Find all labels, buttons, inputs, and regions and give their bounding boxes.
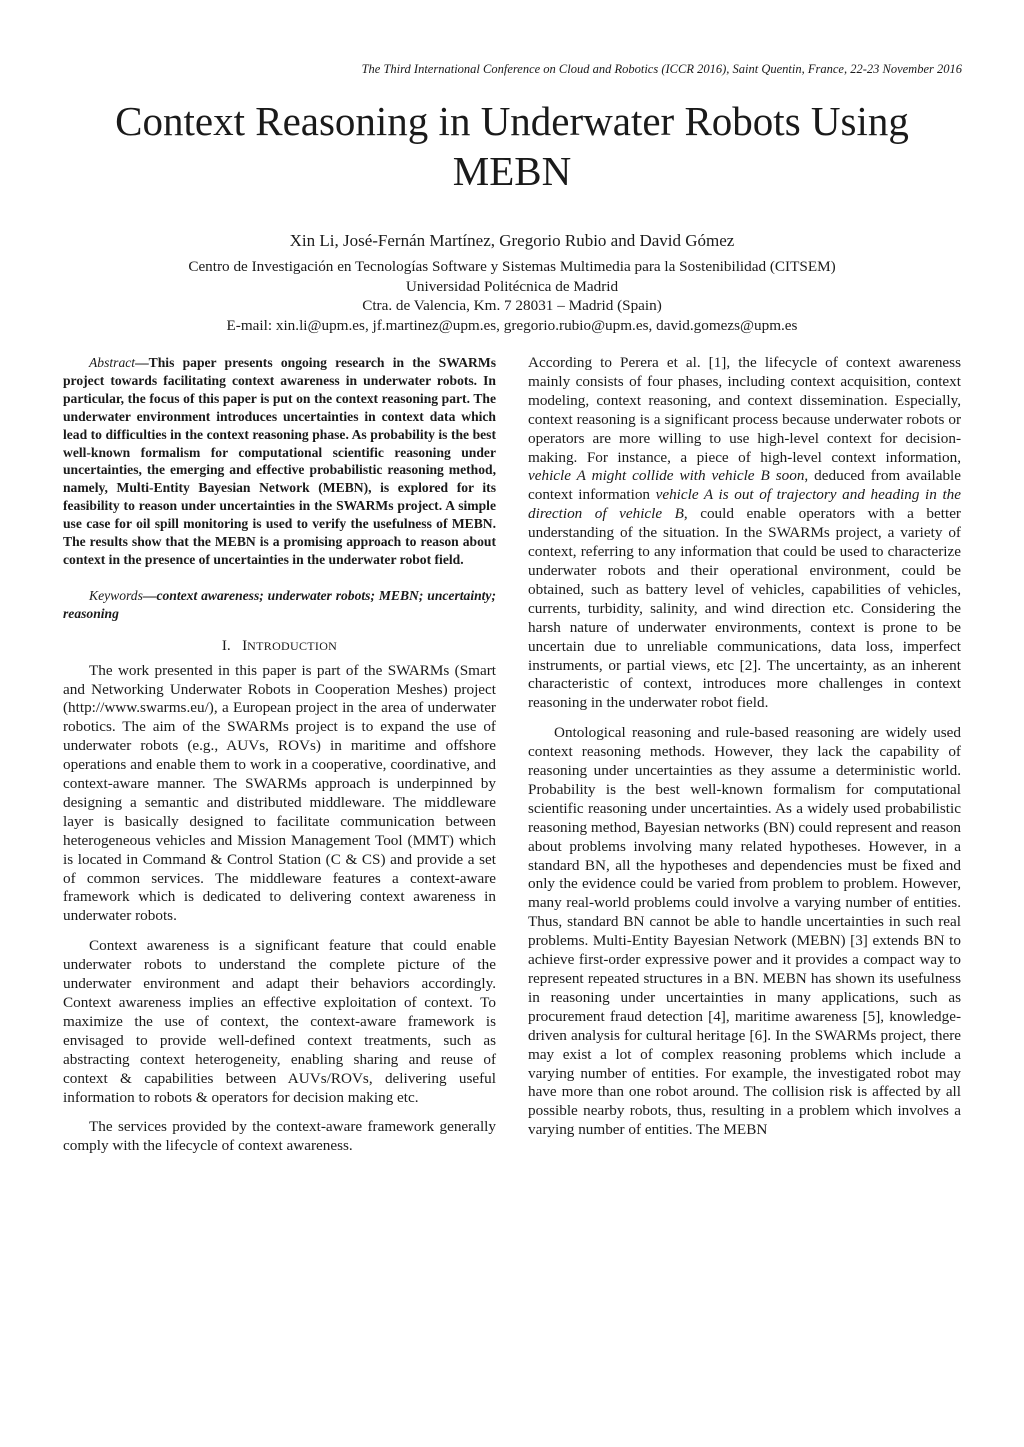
paragraph-4-text-b: , deduced from available context information: [528, 467, 961, 504]
section-number: I.: [221, 636, 231, 654]
affiliation-block: [62, 257, 962, 335]
intro-paragraph-2: Context awareness is a significant feature that could enable underwater robots to understand the complete picture of the underwater environment and adapt their behaviors accordingly. Context awareness implies an effective exploitation of context. To maximize the use of context, the context-aware framework is envisaged to provide well-defined context treatments, such as abstracting context heterogeneity, enabling sharing and reuse of context & capabilities between AUVs/ROVs, delivering useful information to robots & operators for decision making etc.: [63, 937, 496, 1106]
keywords-text: context awareness; underwater robots; MEBN; uncertainty; reasoning: [63, 587, 496, 621]
keywords: [63, 587, 496, 623]
right-column: [528, 354, 961, 1140]
paper-title: [62, 96, 962, 196]
section-title-rest: NTRODUCTION: [247, 638, 338, 653]
affiliation-university: Universidad Politécnica de Madrid: [405, 277, 619, 295]
intro-paragraph-3: The services provided by the context-aware framework generally comply with the lifecycle of context awareness.: [63, 1118, 496, 1155]
conference-header: The Third International Conference on Cloud and Robotics (ICCR 2016), Saint Quentin, France, 22-23 November 2016: [361, 62, 962, 76]
paragraph-4-emphasis-2: vehicle A is out of trajectory and heading in the direction of vehicle B: [528, 486, 962, 523]
author-list: Xin Li, José-Fernán Martínez, Gregorio Rubio and David Gómez: [289, 231, 735, 250]
section-heading-introduction: [63, 637, 496, 656]
abstract: [63, 354, 496, 569]
title-line-2: MEBN: [452, 148, 572, 194]
affiliation-address: Ctra. de Valencia, Km. 7 28031 – Madrid (Spain): [362, 297, 662, 315]
intro-paragraph-5: Ontological reasoning and rule-based reasoning are widely used context reasoning methods. However, they lack the capability of reasoning under uncertainties as they assume a deterministic world. Probability is the best well-known formalism for computational scientific reasoning under uncertainties. As a widely used probabilistic reasoning method, Bayesian networks (BN) could represent and reason about problems involving many related hypotheses. However, in a standard BN, all the hypotheses and dependencies must be fixed and only the evidence could be varied from problem to problem. However, many real-world problems could involve a varying number of entities. Thus, standard BN cannot be able to handle uncertainties in such real problems. Multi-Entity Bayesian Network (MEBN) [3] extends BN to achieve first-order expressive power and it provides a compact way to represent repeated structures in a BN. MEBN has shown its usefulness in reasoning under uncertainties in many applications, such as procurement fraud detection [4], maritime awareness [5], knowledge-driven analysis for cultural heritage [6]. In the SWARMs project, there may exist a lot of complex reasoning problems which include a varying number of entities. For example, the investigated robot may have more than one robot around. The collision risk is affected by all possible nearby robots, thus, resulting in a problem which involves a varying number of entities. The MEBN: [528, 724, 961, 1139]
paragraph-4-text-a: According to Perera et al. [1], the lifecycle of context awareness mainly consists of four phases, including context acquisition, context modeling, context reasoning, and context dissemination. Especially, context reasoning is a significant process because underwater robots or operators are more willing to use high-level context for decision-making. For instance, a piece of high-level context information,: [528, 354, 961, 466]
abstract-text: This paper presents ongoing research in the SWARMs project towards facilitating context awareness in underwater robots. In particular, the focus of this paper is put on the context reasoning part. The underwater environment introduces uncertainties in context data which lead to difficulties in the context reasoning phase. As probability is the best well-known formalism for computational scientific reasoning under uncertainties, the emerging and effective probabilistic reasoning method, namely, Multi-Entity Bayesian Network (MEBN), is explored for its feasibility to reason under uncertainties in the SWARMs project. A simple use case for oil spill monitoring is used to verify the usefulness of MEBN. The results show that the MEBN is a promising approach to reason about context in the presence of uncertainties in the underwater robot field.: [63, 355, 496, 567]
paragraph-4-text-c: , could enable operators with a better understanding of the situation. In the SWARMs project, a variety of context, referring to any information that could be used to characterize underwater robots and their operational environment, could be obtained, such as battery level of vehicles, capabilities of vehicles, currents, turbidity, salinity, and wind direction etc. Considering the harsh nature of underwater environments, context is prone to be uncertain due to unreliable communications, data loss, imperfect instruments, or partial views, etc [2]. The uncertainty, as an inherent characteristic of context, introduces more challenges in context reasoning in the underwater robot field.: [528, 505, 961, 712]
intro-paragraph-1: The work presented in this paper is part of the SWARMs (Smart and Networking Underwater Robots in Cooperation Meshes) project (http://www.swarms.eu/), a European project in the area of underwater robotics. The aim of the SWARMs project is to expand the use of underwater robots (e.g., AUVs, ROVs) in maritime and offshore operations and enable them to work in a cooperative, coordinative, and context-aware manner. The SWARMs approach is underpinned by designing a semantic and distributed middleware. The middleware layer is basically designed to facilitate communication between heterogeneous vehicles and Mission Management Tool (MMT) which is located in Command & Control Station (C & CS) and provide a set of common services. The middleware features a context-aware framework which is dedicated to delivering context awareness in underwater robots.: [63, 661, 496, 925]
abstract-dash: —: [135, 355, 149, 370]
keywords-dash: —: [142, 587, 157, 603]
left-column: [63, 354, 496, 1156]
affiliation-emails: E-mail: xin.li@upm.es, jf.martinez@upm.es, gregorio.rubio@upm.es, david.gomezs@upm.es: [226, 316, 798, 334]
paragraph-4-emphasis-1: vehicle A might collide with vehicle B soon: [528, 467, 805, 485]
title-line-1: Context Reasoning in Underwater Robots Using: [115, 98, 909, 144]
abstract-label: Abstract: [89, 355, 136, 370]
keywords-label: Keywords: [89, 587, 143, 603]
affiliation-institute: Centro de Investigación en Tecnologías Software y Sistemas Multimedia para la Sostenibilidad (CITSEM): [188, 258, 836, 275]
section-title-initial: I: [242, 636, 248, 654]
intro-paragraph-4: [528, 354, 961, 713]
